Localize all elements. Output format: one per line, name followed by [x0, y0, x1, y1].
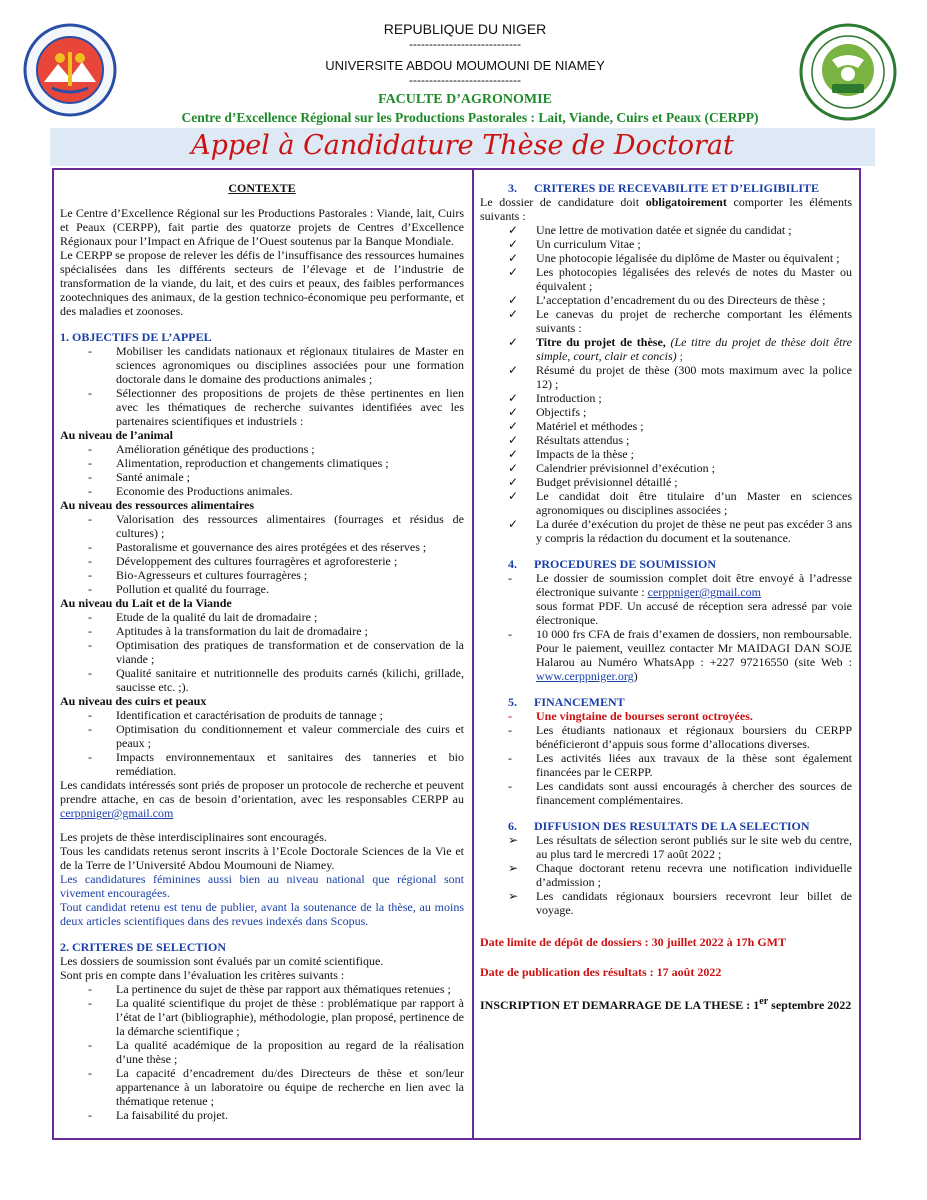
- animal-heading: Au niveau de l’animal: [60, 428, 174, 442]
- list-item: [480, 475, 852, 489]
- list-item: - La faisabilité du projet.: [60, 1108, 464, 1122]
- item-text: La durée d’exécution du projet de thèse ne peut pas excéder 3 ans y compris la rédaction du document et la soutenance.: [536, 517, 852, 545]
- contexte-paragraph-1: Le Centre d’Excellence Régional sur les Productions Pastorales : Viande, lait, Cuirs et Peaux (CERPP), fait partie des quatorze projets de Centres d’Excellence Régionaux pour l’Impact en Afrique de l’Ouest soutenus par la Banque Mondiale.: [60, 206, 464, 248]
- check-icon: ✓: [508, 461, 519, 475]
- list-item: - La qualité académique de la proposition au regard de la réalisation d’une thèse ;: [60, 1038, 464, 1066]
- list-item: - Aptitudes à la transformation du lait de dromadaire ;: [60, 624, 464, 638]
- date-publication: Date de publication des résultats : 17 août 2022: [480, 965, 722, 979]
- section-number: 5.: [508, 695, 517, 709]
- arrow-icon: ➢: [508, 833, 519, 847]
- criteres-intro-2: Sont pris en compte dans l’évaluation les critères suivants :: [60, 968, 345, 982]
- list-item: [480, 265, 852, 293]
- list-item: - Mobiliser les candidats nationaux et régionaux titulaires de Master en sciences agronomiques ou disciplines associées pour une formation doctorale dans le domaine des productions animales ;: [60, 344, 464, 386]
- spacer: [480, 949, 852, 965]
- item-text: Un curriculum Vitae ;: [536, 237, 641, 251]
- lait-list: [60, 610, 464, 694]
- list-item: - Les activités liées aux travaux de la thèse sont également financées par le CERPP.: [480, 751, 852, 779]
- check-icon: ✓: [508, 237, 519, 251]
- item-text-end: sous format PDF. Un accusé de réception sera adressé par voie électronique.: [536, 599, 852, 627]
- protocol-email-link[interactable]: cerppniger@gmail.com: [60, 806, 174, 820]
- intro-bold: obligatoirement: [645, 195, 727, 209]
- university-block: [150, 58, 780, 87]
- list-item: - Amélioration génétique des productions ;: [60, 442, 464, 456]
- check-icon: ✓: [508, 307, 519, 321]
- item-text: Le dossier de soumission complet doit être envoyé à l’adresse électronique suivante :: [536, 571, 852, 599]
- list-item: [480, 461, 852, 475]
- list-item-resume: [480, 363, 852, 391]
- list-item: [480, 237, 852, 251]
- procedure-email-link[interactable]: cerppniger@gmail.com: [647, 585, 761, 599]
- procedures-heading: [480, 557, 852, 571]
- item-text: Une lettre de motivation datée et signée du candidat ;: [536, 223, 792, 237]
- list-item: - Qualité sanitaire et nutritionnelle des produits carnés (kilichi, grillade, saucisse etc. ;).: [60, 666, 464, 694]
- interdisc-paragraph: Les projets de thèse interdisciplinaires sont encouragés.: [60, 830, 327, 844]
- ressources-heading: Au niveau des ressources alimentaires: [60, 498, 254, 512]
- titre-bold: Titre du projet de thèse,: [536, 335, 666, 349]
- list-item: - Sélectionner des propositions de projets de thèse pertinentes en lien avec les thématiques de recherche suivantes identifiées avec les partenaires scientifiques et industriels :: [60, 386, 464, 428]
- item-text: Le canevas du projet de recherche comportant les éléments suivants :: [536, 307, 852, 335]
- section-title: DIFFUSION DES RESULTATS DE LA SELECTION: [534, 819, 810, 833]
- list-item: [480, 833, 852, 861]
- item-text: Les candidats régionaux boursiers recevront leur billet de voyage.: [536, 889, 852, 917]
- list-item: - Pollution et qualité du fourrage.: [60, 582, 464, 596]
- section-number: 3.: [508, 181, 517, 195]
- check-icon: ✓: [508, 335, 519, 349]
- list-item: - Impacts environnementaux et sanitaires des tanneries et bio remédiation.: [60, 750, 464, 778]
- item-text-end: ): [633, 669, 638, 683]
- list-item: - Développement des cultures fourragères et agroforesterie ;: [60, 554, 464, 568]
- check-icon: ✓: [508, 475, 519, 489]
- check-icon: ✓: [508, 517, 519, 531]
- website-link[interactable]: www.cerppniger.org: [536, 669, 634, 683]
- list-item: - La pertinence du sujet de thèse par rapport aux thématiques retenues ;: [60, 982, 464, 996]
- list-item: [480, 571, 852, 627]
- lait-heading: Au niveau du Lait et de la Viande: [60, 596, 232, 610]
- check-icon: ✓: [508, 265, 519, 279]
- contexte-heading: CONTEXTE: [228, 181, 296, 195]
- diffusion-heading: [480, 819, 852, 833]
- protocol-text: Les candidats intéressés sont priés de proposer un protocole de recherche et peuvent prendre attache, en cas de besoin d’orientation, avec les responsables CERPP au: [60, 778, 464, 806]
- section-title: FINANCEMENT: [534, 695, 625, 709]
- centre-title: Centre d’Excellence Régional sur les Productions Pastorales : Lait, Viande, Cuirs et Peaux (CERPP): [181, 110, 759, 125]
- ecole-paragraph: Tous les candidats retenus seront inscrits à l’Ecole Doctorale Sciences de la Vie et de la Terre de l’Université Abdou Moumouni de Niamey.: [60, 844, 464, 872]
- ressources-list: [60, 512, 464, 596]
- item-text: Résumé du projet de thèse (300 mots maximum avec la police 12) ;: [536, 363, 852, 391]
- university-logo: [22, 22, 118, 118]
- list-item: [480, 307, 852, 335]
- check-icon: ✓: [508, 293, 519, 307]
- header-separator-2: ----------------------------: [409, 73, 521, 87]
- list-item: [480, 433, 852, 447]
- item-text: Les résultats de sélection seront publiés sur le site web du centre, au plus tard le mercredi 17 août 2022 ;: [536, 833, 852, 861]
- list-item: - Les candidats sont aussi encouragés à chercher des sources de financement complémentaires.: [480, 779, 852, 807]
- list-item-titre: [480, 335, 852, 363]
- intro-text: Le dossier de candidature doit: [480, 195, 640, 209]
- item-text: Budget prévisionnel détaillé ;: [536, 475, 678, 489]
- list-item: - Optimisation du conditionnement et valeur commerciale des cuirs et peaux ;: [60, 722, 464, 750]
- item-text: Matériel et méthodes ;: [536, 419, 644, 433]
- feminines-paragraph: Les candidatures féminines aussi bien au niveau national que régional sont vivement encouragées.: [60, 872, 464, 900]
- item-text: Résultats attendus ;: [536, 433, 630, 447]
- list-item: - Identification et caractérisation de produits de tannage ;: [60, 708, 464, 722]
- list-item: [480, 419, 852, 433]
- check-icon: ✓: [508, 433, 519, 447]
- recevabilite-list: [480, 223, 852, 545]
- document-title: Appel à Candidature Thèse de Doctorat: [191, 130, 734, 161]
- list-item: [480, 391, 852, 405]
- section-number: 6.: [508, 819, 517, 833]
- list-item: [480, 889, 852, 917]
- list-item: - La qualité scientifique du projet de thèse : problématique par rapport à l’état de l’art (bibliographie), méthodologie, plan proposé, pertinence de la démarche scientifique ;: [60, 996, 464, 1038]
- check-icon: ✓: [508, 419, 519, 433]
- check-icon: ✓: [508, 447, 519, 461]
- cerpp-logo: [798, 22, 898, 122]
- spacer: [60, 820, 464, 830]
- check-icon: ✓: [508, 391, 519, 405]
- check-icon: ✓: [508, 405, 519, 419]
- item-text: L’acceptation d’encadrement du ou des Directeurs de thèse ;: [536, 293, 826, 307]
- spacer: [480, 917, 852, 935]
- item-text: Les photocopies légalisées des relevés de notes du Master ou équivalent ;: [536, 265, 852, 293]
- protocol-paragraph: [60, 778, 464, 820]
- column-divider: [472, 168, 474, 1140]
- item-text: Introduction ;: [536, 391, 602, 405]
- item-text: Le candidat doit être titulaire d’un Master en sciences agronomiques ou disciplines associées ;: [536, 489, 852, 517]
- financement-list: [480, 709, 852, 807]
- list-item: [480, 405, 852, 419]
- list-item: - Economie des Productions animales.: [60, 484, 464, 498]
- intro-text-end: comporter les éléments suivants :: [480, 195, 853, 223]
- check-icon: ✓: [508, 251, 519, 265]
- criteres-intro-1: Les dossiers de soumission sont évalués par un comité scientifique.: [60, 954, 384, 968]
- item-text: Objectifs ;: [536, 405, 587, 419]
- republic-title: REPUBLIQUE DU NIGER: [383, 21, 547, 37]
- section-title: CRITERES DE RECEVABILITE ET D’ELIGIBILITE: [534, 181, 819, 195]
- inscription-sup: er: [759, 996, 769, 1007]
- faculty-title: FACULTE D’AGRONOMIE: [378, 92, 552, 107]
- item-text: Chaque doctorant retenu recevra une notification individuelle d’admission ;: [536, 861, 852, 889]
- list-item: [480, 447, 852, 461]
- objectifs-heading: 1. OBJECTIFS DE L’APPEL: [60, 330, 212, 344]
- titre-italic: (Le titre du projet de thèse doit être simple, court, clair et concis): [536, 335, 852, 363]
- cuirs-heading: Au niveau des cuirs et peaux: [60, 694, 207, 708]
- arrow-icon: ➢: [508, 889, 519, 903]
- check-icon: ✓: [508, 363, 519, 377]
- list-item: - Valorisation des ressources alimentaires (fourrages et résidus de cultures) ;: [60, 512, 464, 540]
- list-item: [480, 223, 852, 237]
- list-item: - Etude de la qualité du lait de dromadaire ;: [60, 610, 464, 624]
- university-title: UNIVERSITE ABDOU MOUMOUNI DE NIAMEY: [325, 58, 605, 73]
- item-text: Calendrier prévisionnel d’exécution ;: [536, 461, 715, 475]
- cuirs-list: [60, 708, 464, 778]
- check-icon: ✓: [508, 223, 519, 237]
- criteres-list: [60, 982, 464, 1122]
- criteres-heading: 2. CRITERES DE SELECTION: [60, 940, 227, 954]
- inscription-text-end: septembre 2022: [768, 998, 852, 1012]
- list-item: [480, 489, 852, 517]
- list-item: - Alimentation, reproduction et changements climatiques ;: [60, 456, 464, 470]
- financement-heading: [480, 695, 852, 709]
- recevabilite-intro: [480, 195, 852, 223]
- check-icon: ✓: [508, 489, 519, 503]
- item-text: Impacts de la thèse ;: [536, 447, 634, 461]
- procedures-list: [480, 571, 852, 683]
- spacer: [480, 979, 852, 995]
- list-item-highlight: - Une vingtaine de bourses seront octroyées.: [480, 709, 852, 723]
- list-item: - Pastoralisme et gouvernance des aires protégées et des réserves ;: [60, 540, 464, 554]
- list-item: [480, 517, 852, 545]
- item-text: 10 000 frs CFA de frais d’examen de dossiers, non remboursable. Pour le paiement, veuillez contacter Mr MAIDAGI DAN SOJE Halarou au Numéro WhatsApp : +227 97216550 (site Web :: [536, 627, 852, 669]
- header-separator: ----------------------------: [409, 37, 521, 51]
- objectifs-list: [60, 344, 464, 428]
- list-item: - Bio-Agresseurs et cultures fourragères ;: [60, 568, 464, 582]
- list-item: - Optimisation des pratiques de transformation et de conservation de la viande ;: [60, 638, 464, 666]
- inscription-text: INSCRIPTION ET DEMARRAGE DE LA THESE : 1: [480, 998, 760, 1012]
- list-item: [480, 861, 852, 889]
- titre-end: ;: [679, 349, 683, 363]
- contexte-paragraph-2: Le CERPP se propose de relever les défis de l’insuffisance des ressources humaines spécialisées dans les différents secteurs de l’élevage et de l’industrie de transformation de la viande, du lait, et des cuirs et peaux, des faibles performances zootechniques des animaux, de la gestion technico-économique peu performante, et des maladies et zoonoses.: [60, 248, 464, 318]
- inscription-demarrage: [480, 995, 852, 1012]
- list-item: [480, 627, 852, 683]
- header-block: [150, 21, 780, 51]
- title-banner: [50, 128, 875, 166]
- list-item: - Les étudiants nationaux et régionaux boursiers du CERPP bénéficieront d’appuis sous forme d’allocations diverses.: [480, 723, 852, 751]
- section-number: 4.: [508, 557, 517, 571]
- date-limite: Date limite de dépôt de dossiers : 30 juillet 2022 à 17h GMT: [480, 935, 786, 949]
- item-text: Une photocopie légalisée du diplôme de Master ou équivalent ;: [536, 251, 840, 265]
- animal-list: [60, 442, 464, 498]
- arrow-icon: ➢: [508, 861, 519, 875]
- left-column: [60, 181, 464, 1122]
- list-item: - La capacité d’encadrement du/des Directeurs de thèse et son/leur appartenance à un laboratoire ou équipe de recherche en lien avec la thématique retenue ;: [60, 1066, 464, 1108]
- list-item: - Santé animale ;: [60, 470, 464, 484]
- publier-paragraph: Tout candidat retenu est tenu de publier, avant la soutenance de la thèse, au moins deux articles scientifiques dans des revues indexés dans Scopus.: [60, 900, 464, 928]
- list-item: [480, 293, 852, 307]
- list-item: [480, 251, 852, 265]
- section-title: PROCEDURES DE SOUMISSION: [534, 557, 717, 571]
- diffusion-list: [480, 833, 852, 917]
- recevabilite-heading: [480, 181, 852, 195]
- right-column: [480, 181, 852, 1012]
